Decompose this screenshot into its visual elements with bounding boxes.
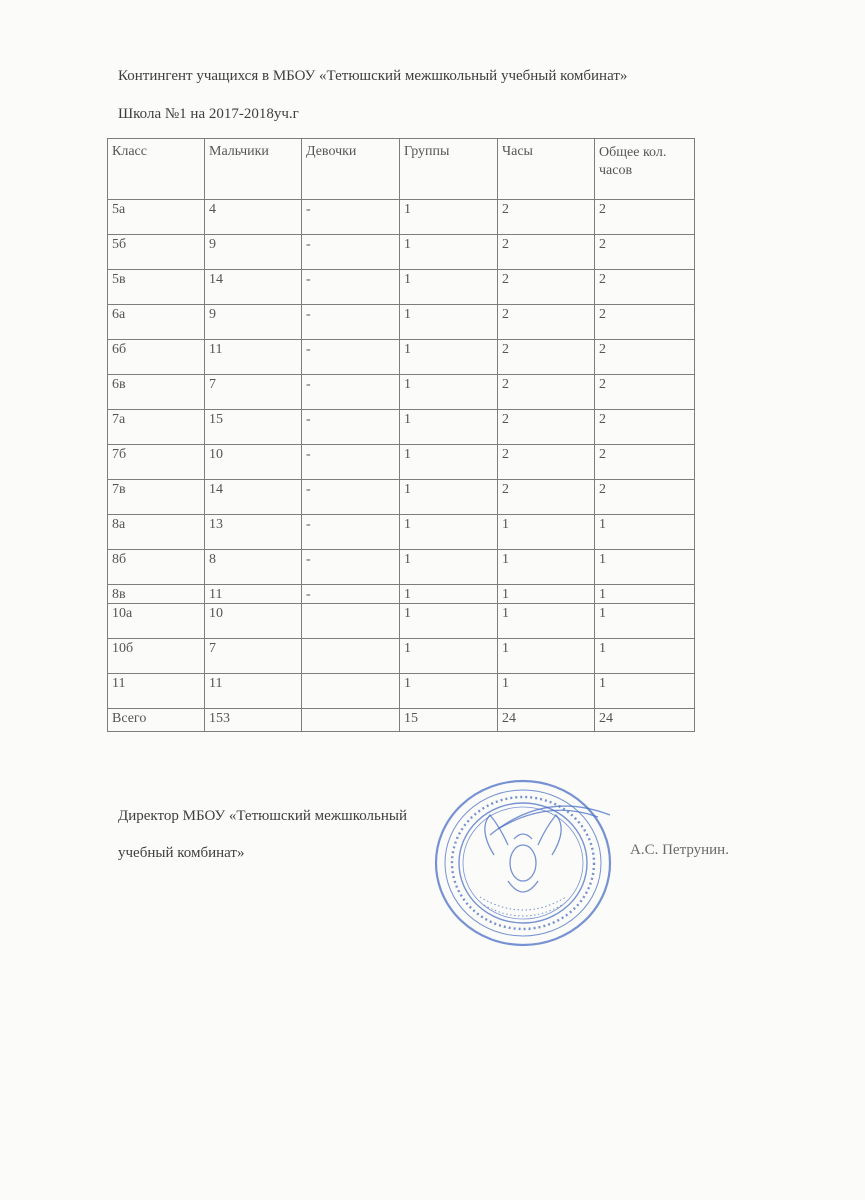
table-row xyxy=(108,375,695,410)
column-header-total-hours: Общее кол. часов xyxy=(595,139,695,200)
cell-hours: 1 xyxy=(498,674,595,709)
cell-groups: 1 xyxy=(400,585,498,604)
cell-boys: 14 xyxy=(205,480,302,515)
column-header-boys: Мальчики xyxy=(205,139,302,200)
cell-girls xyxy=(302,639,400,674)
cell-total-hours: 1 xyxy=(595,585,695,604)
cell-boys: 9 xyxy=(205,235,302,270)
cell-boys: 14 xyxy=(205,270,302,305)
cell-boys: 10 xyxy=(205,445,302,480)
cell-class: 6б xyxy=(108,340,205,375)
cell-total-hours: 2 xyxy=(595,340,695,375)
cell-boys: 7 xyxy=(205,375,302,410)
cell-hours: 2 xyxy=(498,410,595,445)
cell-groups: 1 xyxy=(400,270,498,305)
column-header-girls: Девочки xyxy=(302,139,400,200)
cell-girls xyxy=(302,604,400,639)
cell-hours: 2 xyxy=(498,200,595,235)
table-row xyxy=(108,235,695,270)
cell-girls: - xyxy=(302,340,400,375)
cell-boys: 15 xyxy=(205,410,302,445)
cell-total-hours: 1 xyxy=(595,674,695,709)
cell-class: 11 xyxy=(108,674,205,709)
cell-class: 7а xyxy=(108,410,205,445)
cell-total-hours: 2 xyxy=(595,375,695,410)
cell-boys: 8 xyxy=(205,550,302,585)
cell-groups: 1 xyxy=(400,639,498,674)
cell-groups: 1 xyxy=(400,305,498,340)
signature-line-1: Директор МБОУ «Тетюшский межшкольный xyxy=(118,808,407,824)
cell-hours: 1 xyxy=(498,639,595,674)
cell-hours: 24 xyxy=(498,709,595,732)
cell-girls xyxy=(302,674,400,709)
cell-total-hours: 2 xyxy=(595,480,695,515)
table-row xyxy=(108,340,695,375)
table-row xyxy=(108,445,695,480)
document-title: Контингент учащихся в МБОУ «Тетюшский межшкольный учебный комбинат» xyxy=(118,68,628,84)
cell-girls: - xyxy=(302,550,400,585)
cell-hours: 1 xyxy=(498,604,595,639)
students-table xyxy=(107,138,695,732)
cell-girls xyxy=(302,709,400,732)
table-row xyxy=(108,270,695,305)
table-row xyxy=(108,480,695,515)
cell-total-hours: 2 xyxy=(595,445,695,480)
table-row xyxy=(108,515,695,550)
table-row xyxy=(108,674,695,709)
cell-groups: 1 xyxy=(400,604,498,639)
cell-total-hours: 2 xyxy=(595,410,695,445)
cell-girls: - xyxy=(302,375,400,410)
cell-boys: 7 xyxy=(205,639,302,674)
cell-class: 8а xyxy=(108,515,205,550)
cell-total-hours: 24 xyxy=(595,709,695,732)
cell-total-hours: 2 xyxy=(595,305,695,340)
table-row xyxy=(108,604,695,639)
cell-class: 5б xyxy=(108,235,205,270)
cell-boys: 4 xyxy=(205,200,302,235)
table-header-row xyxy=(108,139,695,200)
cell-girls: - xyxy=(302,445,400,480)
cell-boys: 9 xyxy=(205,305,302,340)
cell-boys: 11 xyxy=(205,674,302,709)
cell-total-hours: 1 xyxy=(595,639,695,674)
cell-boys: 153 xyxy=(205,709,302,732)
table-row xyxy=(108,550,695,585)
cell-class: 6а xyxy=(108,305,205,340)
cell-girls: - xyxy=(302,235,400,270)
cell-class: Всего xyxy=(108,709,205,732)
cell-class: 7б xyxy=(108,445,205,480)
cell-class: 6в xyxy=(108,375,205,410)
signature-line-2: учебный комбинат» xyxy=(118,845,245,861)
signature-name: А.С. Петрунин. xyxy=(630,842,729,858)
cell-groups: 1 xyxy=(400,445,498,480)
cell-hours: 2 xyxy=(498,305,595,340)
cell-groups: 1 xyxy=(400,235,498,270)
cell-class: 5в xyxy=(108,270,205,305)
cell-total-hours: 1 xyxy=(595,550,695,585)
cell-groups: 1 xyxy=(400,480,498,515)
table-row xyxy=(108,305,695,340)
cell-hours: 2 xyxy=(498,340,595,375)
table-row xyxy=(108,585,695,604)
table-row xyxy=(108,709,695,732)
cell-boys: 10 xyxy=(205,604,302,639)
cell-girls: - xyxy=(302,200,400,235)
cell-groups: 15 xyxy=(400,709,498,732)
column-header-groups: Группы xyxy=(400,139,498,200)
cell-girls: - xyxy=(302,410,400,445)
cell-girls: - xyxy=(302,270,400,305)
cell-hours: 1 xyxy=(498,550,595,585)
table-row xyxy=(108,200,695,235)
cell-total-hours: 2 xyxy=(595,235,695,270)
cell-hours: 2 xyxy=(498,375,595,410)
cell-groups: 1 xyxy=(400,515,498,550)
cell-groups: 1 xyxy=(400,375,498,410)
cell-boys: 11 xyxy=(205,340,302,375)
column-header-class: Класс xyxy=(108,139,205,200)
cell-hours: 2 xyxy=(498,480,595,515)
cell-groups: 1 xyxy=(400,674,498,709)
cell-total-hours: 2 xyxy=(595,200,695,235)
cell-class: 10а xyxy=(108,604,205,639)
cell-total-hours: 2 xyxy=(595,270,695,305)
document-subtitle: Школа №1 на 2017-2018уч.г xyxy=(118,106,299,122)
cell-class: 8б xyxy=(108,550,205,585)
cell-girls: - xyxy=(302,585,400,604)
cell-class: 10б xyxy=(108,639,205,674)
cell-hours: 1 xyxy=(498,515,595,550)
cell-groups: 1 xyxy=(400,200,498,235)
cell-groups: 1 xyxy=(400,550,498,585)
cell-hours: 2 xyxy=(498,270,595,305)
cell-groups: 1 xyxy=(400,410,498,445)
cell-class: 8в xyxy=(108,585,205,604)
table-body xyxy=(108,200,695,732)
cell-total-hours: 1 xyxy=(595,515,695,550)
cell-girls: - xyxy=(302,515,400,550)
table-row xyxy=(108,639,695,674)
cell-boys: 13 xyxy=(205,515,302,550)
table-row xyxy=(108,410,695,445)
cell-hours: 1 xyxy=(498,585,595,604)
official-seal xyxy=(432,777,614,949)
cell-total-hours: 1 xyxy=(595,604,695,639)
cell-groups: 1 xyxy=(400,340,498,375)
cell-girls: - xyxy=(302,305,400,340)
cell-hours: 2 xyxy=(498,445,595,480)
cell-class: 5а xyxy=(108,200,205,235)
column-header-hours: Часы xyxy=(498,139,595,200)
cell-class: 7в xyxy=(108,480,205,515)
cell-boys: 11 xyxy=(205,585,302,604)
cell-girls: - xyxy=(302,480,400,515)
cell-hours: 2 xyxy=(498,235,595,270)
